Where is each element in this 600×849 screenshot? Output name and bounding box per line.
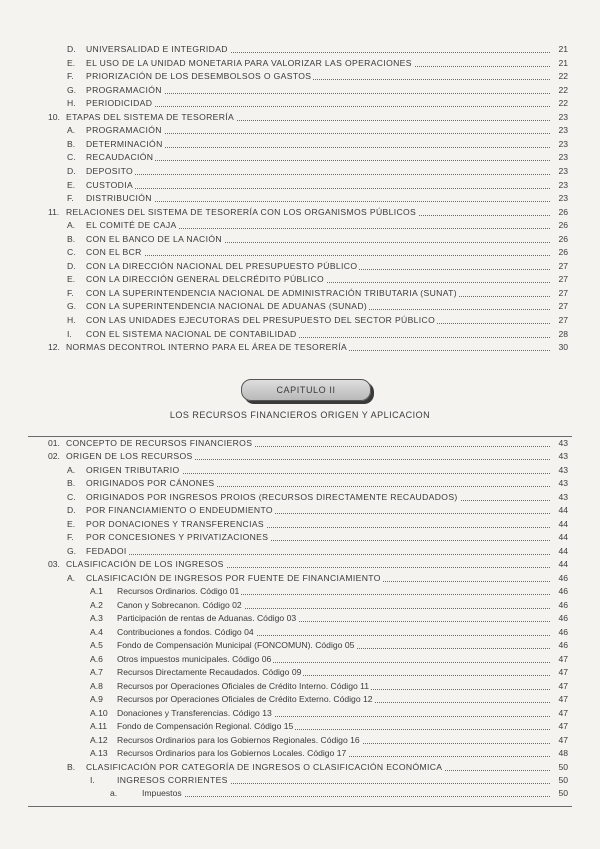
toc-entry-title: ETAPAS DEL SISTEMA DE TESORERÍA: [66, 111, 552, 124]
toc-entry-number: E.: [67, 274, 76, 285]
toc-entry: [0, 341, 600, 354]
toc-entry: [0, 558, 600, 571]
toc-entry: [0, 138, 600, 151]
toc-entry: [0, 111, 600, 124]
toc-entry-page: 47: [558, 680, 568, 691]
toc-entry-title: Fondo de Compensación Municipal (FONCOMUN). Código 05: [117, 639, 552, 652]
toc-entry-page: 26: [558, 206, 568, 217]
toc-entry-page: 26: [558, 247, 568, 258]
toc-entry-number: A.8: [90, 680, 103, 691]
toc-entry: [0, 57, 600, 70]
toc-entry-page: 23: [558, 138, 568, 149]
toc-entry: [0, 246, 600, 259]
toc-entry-number: I.: [67, 328, 72, 339]
toc-entry-page: 44: [558, 545, 568, 556]
toc-entry: [0, 219, 600, 232]
toc-entry-title: CON LA SUPERINTENDENCIA NACIONAL DE ADUANAS (SUNAD): [86, 300, 552, 313]
toc-entry-page: 44: [558, 559, 568, 570]
toc-entry-page: 27: [558, 301, 568, 312]
toc-entry-title: ORIGEN DE LOS RECURSOS: [66, 450, 552, 463]
toc-entry-number: 01.: [48, 438, 60, 448]
toc-entry-number: A.11: [90, 721, 108, 732]
toc-entry: [0, 97, 600, 110]
toc-entry-title: FEDADOI: [86, 545, 552, 558]
toc-entry-page: 46: [558, 599, 568, 610]
toc-entry-page: 23: [558, 165, 568, 176]
toc-entry-number: D.: [67, 165, 76, 176]
toc-entry: [0, 653, 600, 666]
toc-entry: [0, 477, 600, 490]
toc-entry-number: C.: [67, 152, 76, 163]
toc-entry-page: 47: [558, 667, 568, 678]
toc-entry-page: 22: [558, 71, 568, 82]
toc-entry-page: 46: [558, 586, 568, 597]
toc-entry-title: CLASIFICACIÓN DE INGRESOS POR FUENTE DE FINANCIAMIENTO: [86, 572, 552, 585]
toc-entry-page: 47: [558, 653, 568, 664]
toc-entry-page: 43: [558, 464, 568, 475]
toc-entry-page: 22: [558, 98, 568, 109]
toc-entry: [0, 626, 600, 639]
toc-entry-page: 44: [558, 505, 568, 516]
toc-entry: [0, 734, 600, 747]
toc-entry-title: CONCEPTO DE RECURSOS FINANCIEROS: [66, 437, 552, 450]
toc-entry-title: RELACIONES DEL SISTEMA DE TESORERÍA CON LOS ORGANISMOS PÚBLICOS: [66, 206, 552, 219]
toc-entry-page: 46: [558, 626, 568, 637]
chapter-badge: CAPITULO II: [241, 379, 371, 401]
toc-entry: [0, 328, 600, 341]
toc-entry-number: 12.: [48, 342, 60, 353]
toc-entry: [0, 504, 600, 517]
toc-entry-title: ORIGINADOS POR CÁNONES: [86, 477, 552, 490]
toc-entry-page: 26: [558, 233, 568, 244]
toc-entry-title: Recursos por Operaciones Oficiales de Crédito Interno. Código 11: [117, 680, 552, 693]
toc-entry-page: 43: [558, 451, 568, 462]
toc-entry-page: 21: [558, 44, 568, 54]
toc-entry: [0, 545, 600, 558]
toc-entry-title: Fondo de Compensación Regional. Código 15: [117, 720, 552, 733]
toc-entry: [0, 761, 600, 774]
toc-entry-number: D.: [67, 44, 76, 54]
toc-entry-page: 27: [558, 260, 568, 271]
toc-entry-title: CLASIFICACIÓN POR CATEGORÍA DE INGRESOS O CLASIFICACIÓN ECONÓMICA: [86, 761, 552, 774]
toc-entry-number: a.: [110, 788, 118, 799]
toc-entry-title: Canon y Sobrecanon. Código 02: [117, 599, 552, 612]
toc-entry-page: 23: [558, 179, 568, 190]
toc-entry-number: H.: [67, 315, 76, 325]
toc-entry-number: I.: [90, 775, 95, 785]
toc-entry-page: 43: [558, 478, 568, 489]
toc-entry-title: Donaciones y Transferencias. Código 13: [117, 707, 552, 720]
toc-entry-number: B.: [67, 138, 76, 149]
toc-entry-title: DETERMINACIÓN: [86, 138, 552, 151]
toc-entry-title: POR FINANCIAMIENTO O ENDEUDMIENTO: [86, 504, 552, 517]
toc-entry-page: 30: [558, 342, 568, 353]
toc-entry-number: E.: [67, 57, 76, 68]
toc-entry-page: 50: [558, 775, 568, 785]
toc-entry-page: 50: [558, 761, 568, 772]
toc-entry-number: A.5: [90, 640, 103, 651]
toc-entry-number: A.3: [90, 613, 103, 624]
bottom-rule: [28, 806, 572, 807]
toc-entry-page: 23: [558, 125, 568, 136]
toc-entry-page: 46: [558, 572, 568, 583]
toc-entry: [0, 165, 600, 178]
toc-entry: [0, 707, 600, 720]
toc-entry: [0, 531, 600, 544]
toc-entry-number: A.4: [90, 626, 103, 637]
toc-entry: [0, 260, 600, 273]
toc-entry-page: 27: [558, 287, 568, 298]
toc-entry-number: G.: [67, 84, 77, 95]
toc-entry-page: 47: [558, 694, 568, 705]
toc-entry-page: 43: [558, 491, 568, 502]
toc-entry-number: A.9: [90, 694, 103, 705]
toc-entry-number: A.: [67, 464, 76, 475]
toc-entry-title: PRIORIZACIÓN DE LOS DESEMBOLSOS O GASTOS: [86, 70, 552, 83]
toc-entry: [0, 612, 600, 625]
toc-entry: [0, 206, 600, 219]
toc-entry-number: A.6: [90, 653, 103, 664]
toc-entry-title: Otros impuestos municipales. Código 06: [117, 653, 552, 666]
toc-entry: [0, 585, 600, 598]
toc-entry: [0, 179, 600, 192]
toc-entry-number: A.12: [90, 734, 108, 745]
toc-entry-title: Recursos Ordinarios para los Gobiernos Regionales. Código 16: [117, 734, 552, 747]
toc-entry-number: 02.: [48, 451, 60, 462]
toc-entry-number: E.: [67, 518, 76, 529]
toc-entry-title: CON LAS UNIDADES EJECUTORAS DEL PRESUPUESTO DEL SECTOR PÚBLICO: [86, 314, 552, 327]
toc-entry-number: B.: [67, 478, 76, 489]
toc-entry-title: CUSTODIA: [86, 179, 552, 192]
toc-entry-page: 44: [558, 532, 568, 543]
toc-entry-title: POR DONACIONES Y TRANSFERENCIAS: [86, 518, 552, 531]
toc-entry-title: Recursos por Operaciones Oficiales de Crédito Externo. Código 12: [117, 693, 552, 706]
toc-entry-number: A.1: [90, 586, 103, 597]
toc-entry-title: Participación de rentas de Aduanas. Código 03: [117, 612, 552, 625]
toc-entry-page: 22: [558, 84, 568, 95]
toc-entry-title: DEPOSITO: [86, 165, 552, 178]
toc-entry: [0, 314, 600, 327]
toc-entry-number: A.: [67, 572, 76, 583]
toc-entry-number: A.13: [90, 748, 108, 759]
toc-entry-number: H.: [67, 98, 76, 109]
toc-entry: [0, 693, 600, 706]
toc-entry-title: CON EL BCR: [86, 246, 552, 259]
toc-entry: [0, 518, 600, 531]
toc-entry-page: 47: [558, 707, 568, 718]
toc-entry-page: 46: [558, 613, 568, 624]
toc-entry: [0, 70, 600, 83]
toc-entry-number: A.2: [90, 599, 103, 610]
toc-entry-page: 28: [558, 328, 568, 339]
toc-entry-number: B.: [67, 233, 76, 244]
toc-entry: [0, 233, 600, 246]
toc-entry-page: 27: [558, 315, 568, 325]
toc-entry: [0, 300, 600, 313]
toc-entry-page: 23: [558, 193, 568, 204]
toc-entry: [0, 273, 600, 286]
toc-entry-number: G.: [67, 545, 77, 556]
toc-entry: [0, 124, 600, 137]
toc-entry-number: A.7: [90, 667, 103, 678]
toc-entry-title: PROGRAMACIÓN: [86, 84, 552, 97]
toc-entry-page: 26: [558, 220, 568, 231]
toc-entry-page: 44: [558, 518, 568, 529]
toc-entry: [0, 639, 600, 652]
toc-entry-title: CON EL BANCO DE LA NACIÓN: [86, 233, 552, 246]
toc-entry-title: INGRESOS CORRIENTES: [117, 774, 552, 787]
toc-entry-page: 43: [558, 438, 568, 448]
toc-entry: [0, 491, 600, 504]
toc-entry: [0, 192, 600, 205]
toc-entry-number: 11.: [48, 206, 60, 217]
toc-entry: [0, 437, 600, 450]
toc-entry-title: DISTRIBUCIÓN: [86, 192, 552, 205]
toc-entry-number: 03.: [48, 559, 60, 570]
toc-entry-title: ORIGINADOS POR INGRESOS PROIOS (RECURSOS DIRECTAMENTE RECAUDADOS): [86, 491, 552, 504]
toc-entry-title: Recursos Ordinarios. Código 01: [117, 585, 552, 598]
toc-entry: [0, 666, 600, 679]
toc-entry-page: 23: [558, 152, 568, 163]
toc-entry-title: EL USO DE LA UNIDAD MONETARIA PARA VALORIZAR LAS OPERACIONES: [86, 57, 552, 70]
toc-entry-page: 47: [558, 734, 568, 745]
toc-entry: [0, 787, 600, 800]
toc-entry-title: PROGRAMACIÓN: [86, 124, 552, 137]
toc-entry-title: Recursos Directamente Recaudados. Código 09: [117, 666, 552, 679]
toc-entry: [0, 599, 600, 612]
toc-entry: [0, 151, 600, 164]
toc-entry-number: F.: [67, 287, 74, 298]
toc-entry-number: E.: [67, 179, 76, 190]
toc-entry-title: Recursos Ordinarios para los Gobiernos Locales. Código 17: [117, 747, 552, 760]
toc-entry: [0, 464, 600, 477]
toc-entry-title: CON LA DIRECCIÓN GENERAL DELCRÉDITO PÚBLICO: [86, 273, 552, 286]
toc-entry-page: 46: [558, 640, 568, 651]
toc-entry-number: G.: [67, 301, 77, 312]
toc-entry-number: A.: [67, 125, 76, 136]
toc-entry-page: 47: [558, 721, 568, 732]
toc-entry-page: 48: [558, 748, 568, 759]
toc-entry-title: RECAUDACIÓN: [86, 151, 552, 164]
toc-entry-number: D.: [67, 505, 76, 516]
toc-entry-title: PERIODICIDAD: [86, 97, 552, 110]
toc-entry-page: 21: [558, 57, 568, 68]
toc-entry-title: CLASIFICACIÓN DE LOS INGRESOS: [66, 558, 552, 571]
toc-entry: [0, 774, 600, 787]
toc-entry-number: F.: [67, 71, 74, 82]
toc-entry: [0, 747, 600, 760]
toc-entry-number: D.: [67, 260, 76, 271]
toc-entry: [0, 572, 600, 585]
toc-entry-number: C.: [67, 491, 76, 502]
toc-entry: [0, 43, 600, 56]
toc-entry-number: C.: [67, 247, 76, 258]
toc-entry-title: EL COMITÉ DE CAJA: [86, 219, 552, 232]
toc-entry-title: Impuestos: [142, 787, 552, 800]
toc-entry-title: CON EL SISTEMA NACIONAL DE CONTABILIDAD: [86, 328, 552, 341]
toc-entry-page: 27: [558, 274, 568, 285]
toc-entry-title: Contribuciones a fondos. Código 04: [117, 626, 552, 639]
toc-entry-number: A.: [67, 220, 76, 231]
toc-entry-title: CON LA SUPERINTENDENCIA NACIONAL DE ADMINISTRACIÓN TRIBUTARIA (SUNAT): [86, 287, 552, 300]
toc-entry-number: B.: [67, 761, 76, 772]
toc-entry: [0, 287, 600, 300]
toc-entry-title: ORIGEN TRIBUTARIO: [86, 464, 552, 477]
chapter-title: LOS RECURSOS FINANCIEROS ORIGEN Y APLICACION: [169, 410, 431, 420]
toc-entry-number: F.: [67, 193, 74, 204]
toc-entry-title: POR CONCESIONES Y PRIVATIZACIONES: [86, 531, 552, 544]
toc-entry-page: 23: [558, 111, 568, 122]
toc-entry-page: 50: [558, 788, 568, 799]
toc-entry-number: 10.: [48, 111, 60, 122]
toc-entry: [0, 450, 600, 463]
toc-entry: [0, 680, 600, 693]
toc-entry-title: UNIVERSALIDAD E INTEGRIDAD: [86, 43, 552, 56]
toc-entry-title: NORMAS DECONTROL INTERNO PARA EL ÁREA DE TESORERÍA: [66, 341, 552, 354]
toc-entry: [0, 84, 600, 97]
toc-entry: [0, 720, 600, 733]
toc-entry-number: A.10: [90, 707, 108, 718]
toc-entry-title: CON LA DIRECCIÓN NACIONAL DEL PRESUPUESTO PÚBLICO: [86, 260, 552, 273]
toc-entry-number: F.: [67, 532, 74, 543]
